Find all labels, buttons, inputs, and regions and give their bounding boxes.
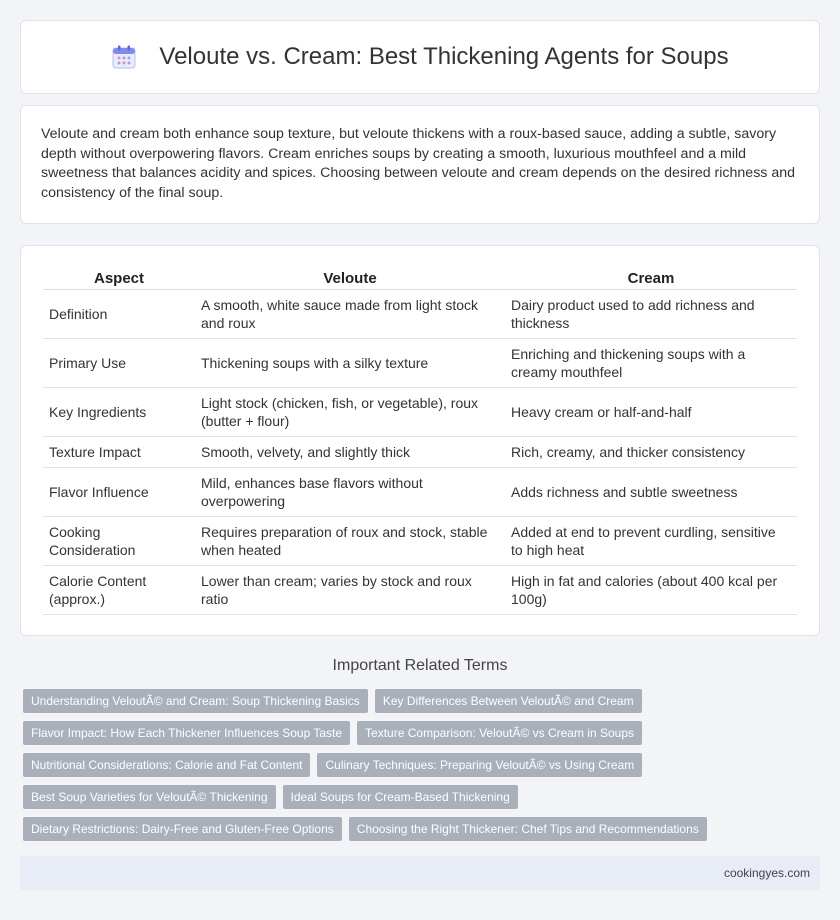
cream-cell: Enriching and thickening soups with a creamy mouthfeel — [505, 339, 797, 388]
table-row — [43, 437, 797, 468]
veloute-cell: Lower than cream; varies by stock and roux ratio — [195, 566, 505, 615]
comparison-table — [43, 266, 797, 615]
tag-row — [23, 721, 823, 745]
related-term-tag[interactable]: Best Soup Varieties for VeloutÃ© Thickening — [23, 785, 276, 809]
aspect-cell: Flavor Influence — [43, 468, 195, 517]
related-term-tag[interactable]: Key Differences Between VeloutÃ© and Cream — [375, 689, 642, 713]
related-term-tag[interactable]: Dietary Restrictions: Dairy-Free and Gluten-Free Options — [23, 817, 342, 841]
cream-cell: Heavy cream or half-and-half — [505, 388, 797, 437]
veloute-cell: A smooth, white sauce made from light stock and roux — [195, 290, 505, 339]
table-header-row — [43, 266, 797, 290]
header-cream: Cream — [505, 266, 797, 290]
related-term-tag[interactable]: Ideal Soups for Cream-Based Thickening — [283, 785, 518, 809]
related-terms-tags — [23, 689, 823, 849]
related-term-tag[interactable]: Understanding VeloutÃ© and Cream: Soup Thickening Basics — [23, 689, 368, 713]
related-term-tag[interactable]: Culinary Techniques: Preparing VeloutÃ© vs Using Cream — [317, 753, 642, 777]
related-term-tag[interactable]: Nutritional Considerations: Calorie and Fat Content — [23, 753, 310, 777]
intro-paragraph: Veloute and cream both enhance soup texture, but veloute thickens with a roux-based sauce, adding a subtle, savory depth without overpowering flavors. Cream enriches soups by creating a smooth, luxurious mouthfeel and a mild sweetness that balances acidity and spices. Choosing between veloute and cream depends on the desired richness and consistency of the final soup. — [41, 126, 795, 201]
veloute-cell: Smooth, velvety, and slightly thick — [195, 437, 505, 468]
aspect-cell: Cooking Consideration — [43, 517, 195, 566]
tag-row — [23, 753, 823, 777]
table-row — [43, 517, 797, 566]
table-row — [43, 468, 797, 517]
table-row — [43, 290, 797, 339]
table-row — [43, 339, 797, 388]
title-card — [20, 20, 820, 94]
veloute-cell: Mild, enhances base flavors without overpowering — [195, 468, 505, 517]
related-terms-heading: Important Related Terms — [332, 657, 508, 674]
tag-row — [23, 785, 823, 809]
related-term-tag[interactable]: Flavor Impact: How Each Thickener Influences Soup Taste — [23, 721, 350, 745]
veloute-cell: Thickening soups with a silky texture — [195, 339, 505, 388]
footer-site-link[interactable]: cookingyes.com — [723, 866, 810, 880]
footer — [20, 856, 820, 890]
calendar-icon — [111, 44, 137, 70]
aspect-cell: Definition — [43, 290, 195, 339]
cream-cell: Rich, creamy, and thicker consistency — [505, 437, 797, 468]
table-row — [43, 388, 797, 437]
cream-cell: Dairy product used to add richness and thickness — [505, 290, 797, 339]
aspect-cell: Texture Impact — [43, 437, 195, 468]
table-row — [43, 566, 797, 615]
cream-cell: Added at end to prevent curdling, sensitive to high heat — [505, 517, 797, 566]
tag-row — [23, 689, 823, 713]
cream-cell: High in fat and calories (about 400 kcal per 100g) — [505, 566, 797, 615]
header-aspect: Aspect — [43, 266, 195, 290]
aspect-cell: Key Ingredients — [43, 388, 195, 437]
aspect-cell: Calorie Content (approx.) — [43, 566, 195, 615]
tag-row — [23, 817, 823, 841]
aspect-cell: Primary Use — [43, 339, 195, 388]
page-title — [111, 43, 728, 71]
related-term-tag[interactable]: Texture Comparison: VeloutÃ© vs Cream in Soups — [357, 721, 642, 745]
intro-card — [20, 105, 820, 224]
page-title-text: Veloute vs. Cream: Best Thickening Agents for Soups — [159, 43, 729, 70]
related-term-tag[interactable]: Choosing the Right Thickener: Chef Tips and Recommendations — [349, 817, 707, 841]
comparison-table-card — [20, 245, 820, 636]
veloute-cell: Requires preparation of roux and stock, stable when heated — [195, 517, 505, 566]
cream-cell: Adds richness and subtle sweetness — [505, 468, 797, 517]
header-veloute: Veloute — [195, 266, 505, 290]
veloute-cell: Light stock (chicken, fish, or vegetable), roux (butter + flour) — [195, 388, 505, 437]
